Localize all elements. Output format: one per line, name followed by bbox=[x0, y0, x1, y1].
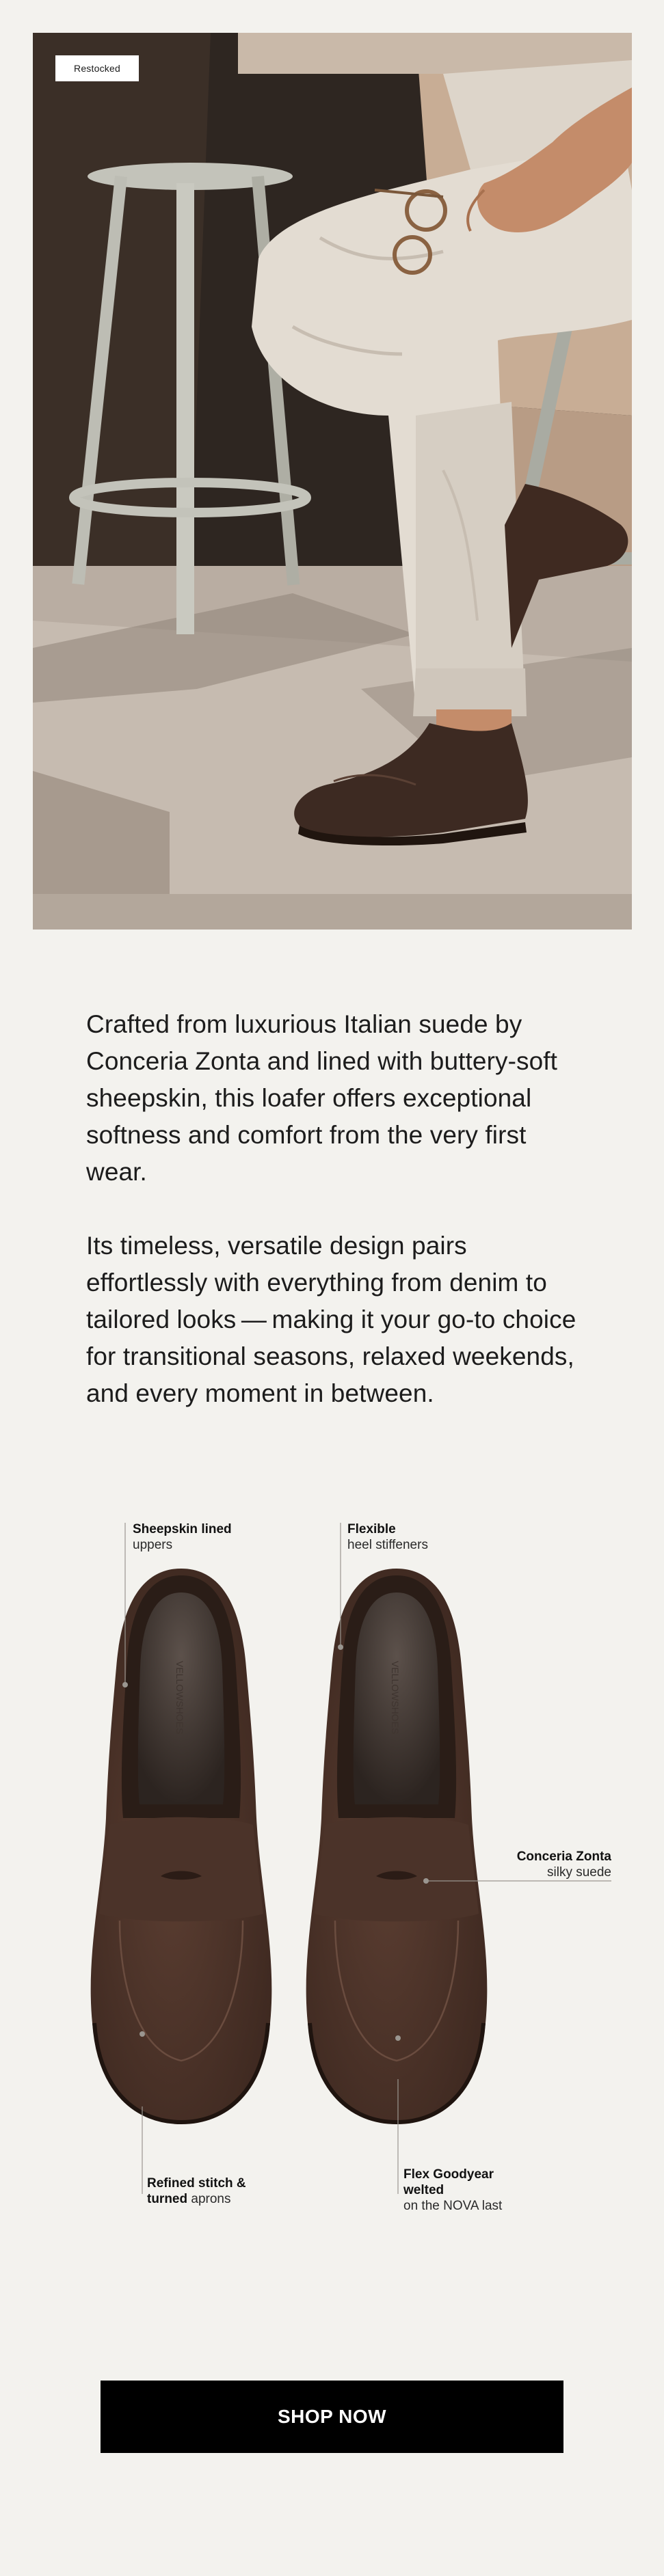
feature-subtitle: uppers bbox=[133, 1538, 173, 1552]
description-paragraph-1: Crafted from luxurious Italian suede by Conceria Zonta and lined with buttery-soft sheepskin, this loafer offers exceptional softness and comfort from the very first wear. bbox=[86, 1010, 558, 1186]
hero-photo bbox=[33, 33, 632, 930]
feature-title: Conceria Zonta bbox=[516, 1849, 611, 1864]
feature-diagram bbox=[0, 1504, 664, 2242]
feature-subtitle: silky suede bbox=[547, 1865, 611, 1880]
feature-callout-sheepskin bbox=[133, 1521, 232, 1553]
feature-title: Refined stitch & turned bbox=[147, 2176, 246, 2206]
product-description bbox=[86, 1006, 592, 1412]
feature-callout-stitch bbox=[147, 2175, 263, 2207]
feature-subtitle: heel stiffeners bbox=[347, 1538, 428, 1552]
left-loafer bbox=[91, 1569, 272, 2122]
feature-callout-flexible bbox=[347, 1521, 428, 1553]
restocked-badge: Restocked bbox=[55, 55, 139, 81]
feature-callout-goodyear bbox=[403, 2167, 527, 2214]
shop-now-button[interactable]: SHOP NOW bbox=[101, 2381, 563, 2453]
feature-callout-suede bbox=[517, 1849, 611, 1880]
feature-title: Sheepskin lined bbox=[133, 1522, 232, 1536]
svg-text:VELLOWSHOES: VELLOWSHOES bbox=[174, 1661, 185, 1735]
feature-title: Flexible bbox=[347, 1522, 396, 1536]
feature-title: Flex Goodyear welted bbox=[403, 2167, 494, 2197]
feature-subtitle: on the NOVA last bbox=[403, 2199, 503, 2213]
feature-subtitle: aprons bbox=[191, 2192, 231, 2206]
description-paragraph-2: Its timeless, versatile design pairs effortlessly with everything from denim to tailored looks — making it your go-to choice for transitional seasons, relaxed weekends, and every moment in between. bbox=[86, 1232, 576, 1407]
svg-text:VELLOWSHOES: VELLOWSHOES bbox=[390, 1661, 401, 1735]
lifestyle-photo-illustration bbox=[33, 33, 632, 930]
